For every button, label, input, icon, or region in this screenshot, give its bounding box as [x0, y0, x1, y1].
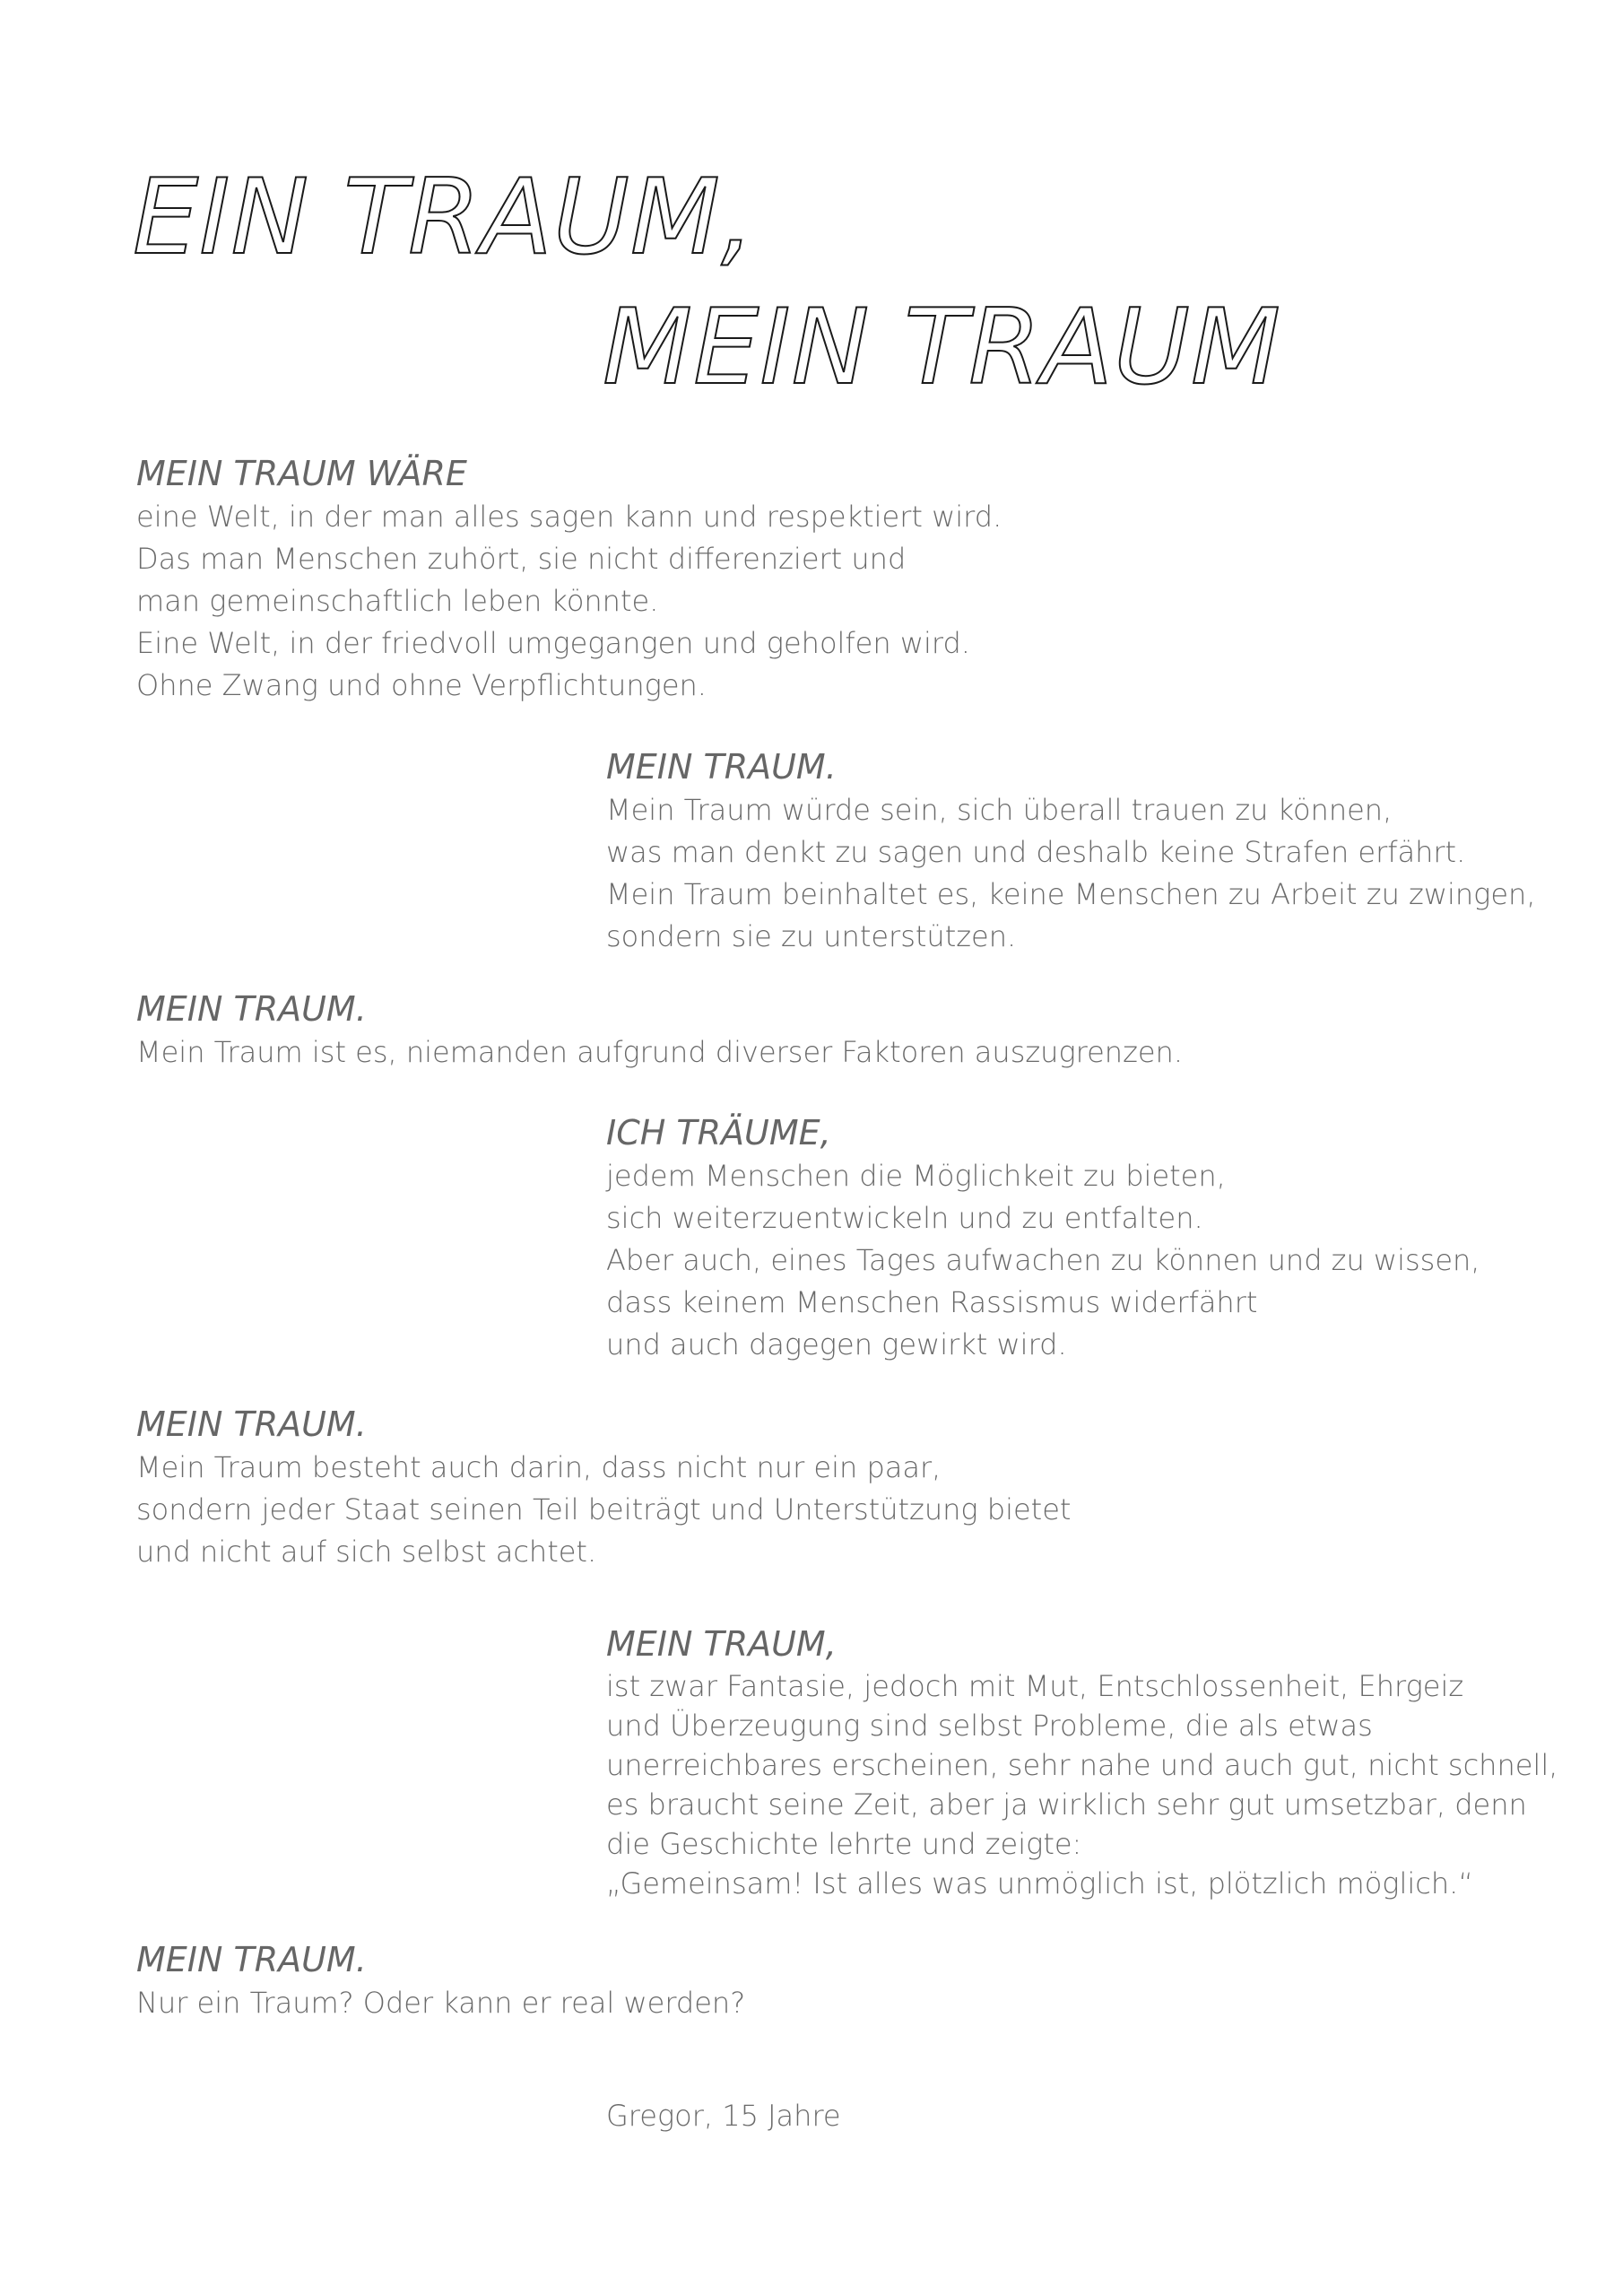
stanza-lines — [136, 1031, 1183, 1074]
stanza-line: Das man Menschen zuhört, sie nicht differenziert und — [136, 542, 907, 576]
stanza-heading: MEIN TRAUM WÄRE — [136, 454, 467, 493]
stanza-line: jedem Menschen die Möglichkeit zu bieten, — [606, 1159, 1226, 1193]
stanza-line: sondern sie zu unterstützen. — [606, 919, 1017, 953]
stanza-line: Mein Traum würde sein, sich überall trauen zu können, — [606, 793, 1393, 827]
stanza-6 — [606, 1622, 1558, 1903]
stanza-line: dass keinem Menschen Rassismus widerfährt — [606, 1285, 1258, 1319]
stanza-line: sondern jeder Staat seinen Teil beiträgt und Unterstützung bietet — [136, 1492, 1072, 1526]
stanza-lines — [136, 1982, 745, 2024]
stanza-1 — [136, 451, 1002, 707]
stanza-line: Aber auch, eines Tages aufwachen zu können und zu wissen, — [606, 1243, 1480, 1277]
stanza-line: die Geschichte lehrte und zeigte: — [606, 1827, 1082, 1861]
stanza-line: „Gemeinsam! Ist alles was unmöglich ist, plötzlich möglich.“ — [606, 1866, 1473, 1900]
stanza-line: eine Welt, in der man alles sagen kann und respektiert wird. — [136, 500, 1002, 534]
stanza-5 — [136, 1402, 1071, 1573]
stanza-heading: MEIN TRAUM. — [136, 1940, 367, 1979]
stanza-lines — [136, 1447, 1071, 1573]
stanza-lines — [136, 496, 1002, 707]
stanza-line: ist zwar Fantasie, jedoch mit Mut, Entschlossenheit, Ehrgeiz — [606, 1669, 1464, 1703]
stanza-heading: MEIN TRAUM. — [136, 989, 367, 1029]
author-signature: Gregor, 15 Jahre — [606, 2099, 841, 2133]
stanza-lines — [606, 1666, 1558, 1903]
stanza-line: Nur ein Traum? Oder kann er real werden? — [136, 1986, 746, 2020]
stanza-heading: MEIN TRAUM, — [606, 1624, 837, 1664]
stanza-line: Mein Traum ist es, niemanden aufgrund diverser Faktoren auszugrenzen. — [136, 1035, 1183, 1069]
stanza-heading: ICH TRÄUME, — [606, 1113, 831, 1152]
stanza-heading: MEIN TRAUM. — [136, 1405, 367, 1444]
stanza-7 — [136, 1937, 745, 2024]
stanza-line: Mein Traum beinhaltet es, keine Menschen zu Arbeit zu zwingen, — [606, 877, 1536, 911]
stanza-line: sich weiterzuentwickeln und zu entfalten. — [606, 1201, 1203, 1235]
stanza-line: Ohne Zwang und ohne Verpflichtungen. — [136, 668, 707, 702]
stanza-4 — [606, 1110, 1480, 1366]
stanza-lines — [606, 1155, 1480, 1366]
stanza-line: und auch dagegen gewirkt wird. — [606, 1327, 1067, 1361]
stanza-heading: MEIN TRAUM. — [606, 747, 837, 787]
stanza-3 — [136, 987, 1183, 1074]
stanza-line: man gemeinschaftlich leben könnte. — [136, 584, 659, 618]
stanza-2 — [606, 744, 1536, 958]
stanza-line: und Überzeugung sind selbst Probleme, die als etwas — [606, 1709, 1373, 1743]
stanza-lines — [606, 789, 1536, 958]
stanza-line: es braucht seine Zeit, aber ja wirklich sehr gut umsetzbar, denn — [606, 1787, 1527, 1822]
poem-title-line-2: MEIN TRAUM — [603, 287, 1282, 408]
stanza-line: was man denkt zu sagen und deshalb keine Strafen erfährt. — [606, 835, 1466, 869]
stanza-line: und nicht auf sich selbst achtet. — [136, 1535, 597, 1569]
stanza-line: unerreichbares erscheinen, sehr nahe und auch gut, nicht schnell, — [606, 1748, 1558, 1782]
stanza-line: Eine Welt, in der friedvoll umgegangen und geholfen wird. — [136, 626, 970, 660]
stanza-line: Mein Traum besteht auch darin, dass nicht nur ein paar, — [136, 1450, 942, 1484]
poem-title-line-1: EIN TRAUM, — [133, 157, 755, 278]
